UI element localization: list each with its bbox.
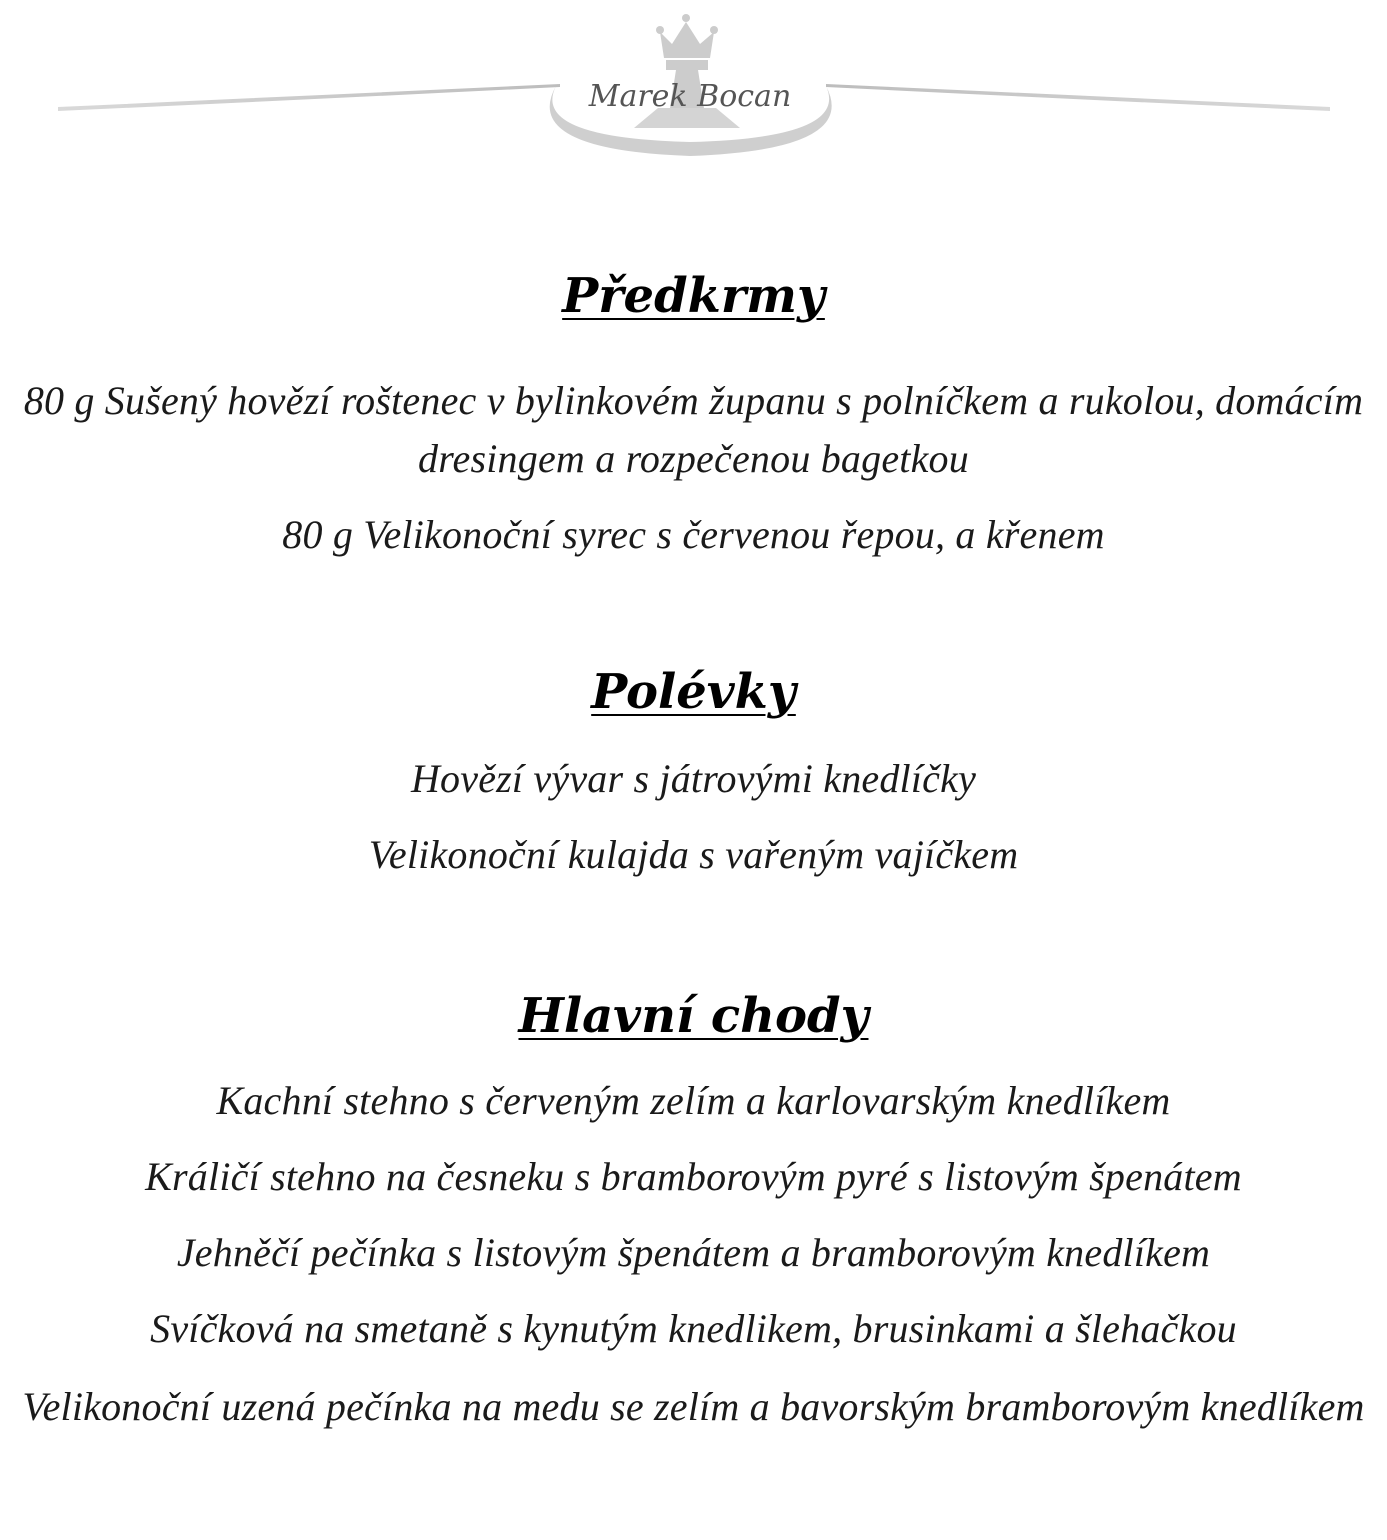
dish-item: 80 g Velikonoční syrec s červenou řepou, a křenem bbox=[282, 512, 1105, 557]
section-title-mains: Hlavní chody bbox=[518, 988, 869, 1044]
restaurant-logo bbox=[0, 0, 1387, 180]
right-swoosh-line bbox=[826, 84, 1330, 111]
left-swoosh-line bbox=[58, 84, 560, 111]
section-title-starters: Předkrmy bbox=[562, 268, 825, 324]
section-title-soups: Polévky bbox=[591, 664, 796, 720]
dish-item: Velikonoční kulajda s vařeným vajíčkem bbox=[368, 832, 1019, 877]
dish-item: Králičí stehno na česneku s bramborovým pyré s listovým špenátem bbox=[145, 1154, 1242, 1199]
dish-item: Velikonoční uzená pečínka na medu se zelím a bavorským bramborovým knedlíkem bbox=[22, 1384, 1365, 1429]
dish-item: Kachní stehno s červeným zelím a karlovarským knedlíkem bbox=[216, 1078, 1171, 1123]
dish-item: Hovězí vývar s játrovými knedlíčky bbox=[410, 756, 977, 801]
dish-item: Svíčková na smetaně s kynutým knedlikem, brusinkami a šlehačkou bbox=[150, 1306, 1237, 1351]
logo-signature: Marek Bocan bbox=[588, 79, 792, 114]
dish-item: Jehněčí pečínka s listovým špenátem a bramborovým knedlíkem bbox=[176, 1230, 1211, 1275]
dish-item: 80 g Sušený hovězí roštenec v bylinkovém županu s polníčkem a rukolou, domácím dresingem a rozpečenou bagetkou bbox=[23, 378, 1364, 481]
